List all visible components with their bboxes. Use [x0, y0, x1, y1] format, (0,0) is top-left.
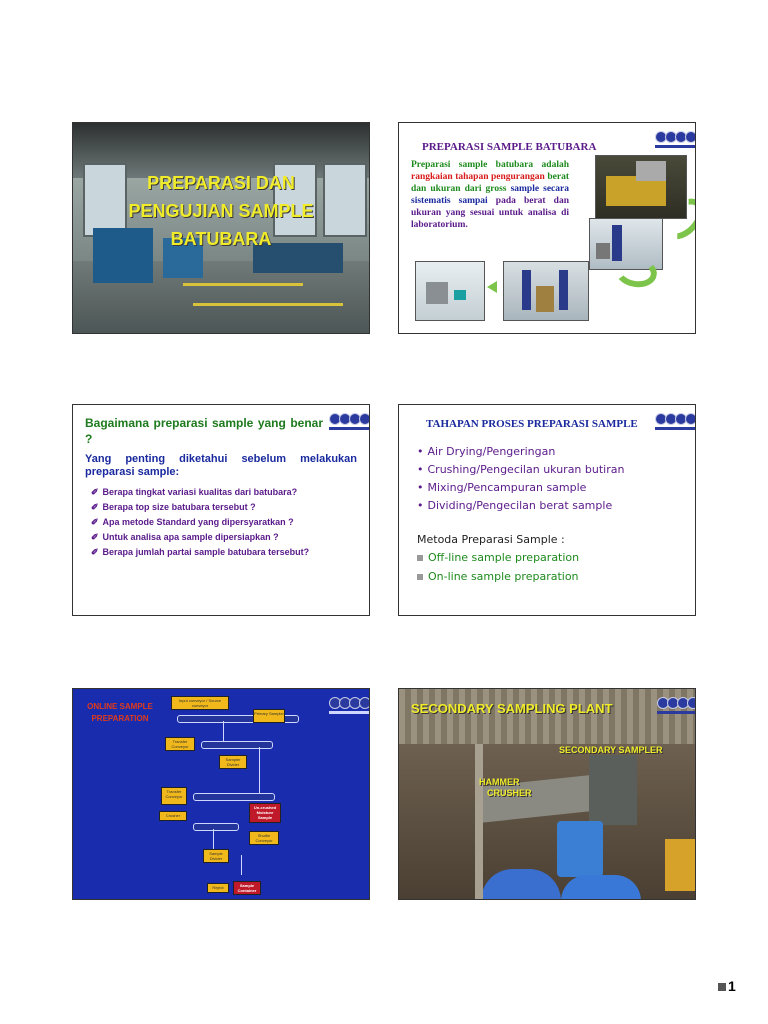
flow-line: [259, 747, 260, 795]
company-logo: [655, 413, 695, 435]
flow-line: [241, 855, 242, 875]
slide-1-title: [93, 169, 349, 253]
list-item-text: Untuk analisa apa sample dipersiapkan ?: [102, 532, 279, 542]
paragraph-segment: pada berat dan ukuran yang sesuai untuk analisa di laboratorium.: [411, 196, 569, 230]
flow-box-transfer-2: Transfer Conveyor: [161, 787, 187, 805]
photo-balance: [415, 261, 485, 321]
paragraph-segment: sample secara sistematis sampai: [411, 184, 569, 206]
label-line: ONLINE SAMPLE: [87, 702, 153, 711]
check-arrow-icon: ✐: [91, 547, 99, 557]
flow-box-transfer-1: Transfer Conveyor: [165, 737, 195, 751]
slide-6: [398, 688, 696, 900]
slide-6-title: SECONDARY SAMPLING PLANT: [411, 701, 613, 716]
flow-box-sampler: Sampler Divider: [219, 755, 247, 769]
slide-5: [72, 688, 370, 900]
list-item-text: Crushing/Pengecilan ukuran butiran: [427, 463, 625, 476]
photo-blue-bucket: [557, 821, 603, 877]
flow-line: [223, 721, 224, 741]
page-number-text: 1: [728, 978, 736, 994]
company-logo: [329, 697, 369, 719]
method-label: Metoda Preparasi Sample :: [417, 533, 565, 546]
flow-box-source: Input conveyor / Source conveyor: [171, 696, 229, 710]
square-bullet-icon: [718, 983, 726, 991]
bullet-icon: •: [417, 445, 424, 458]
photo-pillar: [475, 744, 483, 900]
photo-workers: [503, 261, 589, 321]
flow-box-crusher: Crusher: [159, 811, 187, 821]
check-arrow-icon: ✐: [91, 517, 99, 527]
list-item: [417, 479, 624, 497]
bullet-icon: •: [417, 499, 424, 512]
flow-box-container: Sample Container: [233, 881, 261, 895]
label-line: PREPARATION: [91, 714, 149, 723]
slide-4-heading: TAHAPAN PROSES PREPARASI SAMPLE: [426, 418, 638, 430]
list-item: [417, 461, 624, 479]
slide-3: [72, 404, 370, 616]
question-list: [91, 485, 309, 560]
flow-box-shuttle: Shuttle Conveyor: [249, 831, 279, 845]
list-item: [91, 500, 309, 515]
slide-3-question: Bagaimana preparasi sample yang benar ?: [85, 416, 323, 446]
photo-yellow-stand: [665, 839, 695, 891]
label-line: HAMMER: [479, 777, 520, 787]
flow-box-primary: Primary Sampler: [253, 709, 285, 723]
conveyor: [193, 793, 275, 801]
photo-sampler-machine: [589, 755, 637, 825]
conveyor: [201, 741, 273, 749]
method-text: Off-line sample preparation: [428, 551, 580, 564]
slide-2: [398, 122, 696, 334]
list-item-text: Mixing/Pencampuran sample: [427, 481, 587, 494]
list-item: [91, 515, 309, 530]
list-item: [91, 530, 309, 545]
photo-blue-bucket: [561, 875, 641, 900]
slide-4: [398, 404, 696, 616]
slide-3-subheading: Yang penting diketahui sebelum melakukan preparasi sample:: [85, 453, 357, 478]
title-line: PENGUJIAN SAMPLE: [128, 201, 314, 221]
secondary-sampler-label: SECONDARY SAMPLER: [559, 745, 663, 755]
company-logo: [329, 413, 369, 435]
paragraph-segment: Preparasi sample batubara adalah: [411, 160, 569, 170]
photo-floor-line: [183, 283, 303, 286]
bullet-icon: •: [417, 463, 424, 476]
method-item: [417, 551, 579, 564]
page-number: [718, 978, 736, 994]
slide-5-label: [83, 701, 157, 725]
title-line: PREPARASI DAN: [147, 173, 295, 193]
slide-2-heading: PREPARASI SAMPLE BATUBARA: [422, 141, 597, 153]
flow-box-reject: Reject: [207, 883, 229, 893]
title-line: BATUBARA: [170, 229, 272, 249]
check-arrow-icon: ✐: [91, 532, 99, 542]
list-item-text: Berapa jumlah partai sample batubara tersebut?: [102, 547, 310, 557]
conveyor: [193, 823, 239, 831]
list-item-text: Berapa tingkat variasi kualitas dari batubara?: [102, 487, 298, 497]
company-logo: [655, 131, 695, 153]
paragraph-segment: berat dan ukuran dari gross: [411, 172, 569, 194]
flow-box-divider: Sample Divider: [203, 849, 229, 863]
label-line: CRUSHER: [487, 788, 532, 798]
hammer-crusher-label: [479, 777, 532, 799]
left-arrow-icon: [487, 281, 497, 293]
list-item: [417, 497, 624, 515]
list-item-text: Apa metode Standard yang dipersyaratkan ?: [102, 517, 294, 527]
list-item-text: Berapa top size batubara tersebut ?: [102, 502, 256, 512]
slide-1: [72, 122, 370, 334]
flow-box-uncrushed: Un-crushed Moisture Sample: [249, 803, 281, 823]
photo-floor-line: [193, 303, 343, 306]
list-item: [91, 545, 309, 560]
list-item-text: Air Drying/Pengeringan: [427, 445, 556, 458]
list-item-text: Dividing/Pengecilan berat sample: [427, 499, 613, 512]
slide-2-paragraph: [411, 159, 569, 231]
check-arrow-icon: ✐: [91, 487, 99, 497]
check-arrow-icon: ✐: [91, 502, 99, 512]
process-steps-list: [417, 443, 624, 515]
square-bullet-icon: [417, 574, 423, 580]
bullet-icon: •: [417, 481, 424, 494]
method-text: On-line sample preparation: [428, 570, 579, 583]
flow-line: [213, 829, 214, 851]
square-bullet-icon: [417, 555, 423, 561]
company-logo: [657, 697, 696, 719]
paragraph-segment: rangkaian tahapan pengurangan: [411, 172, 548, 182]
list-item: [91, 485, 309, 500]
list-item: [417, 443, 624, 461]
photo-roof: [399, 689, 695, 744]
method-item: [417, 570, 579, 583]
